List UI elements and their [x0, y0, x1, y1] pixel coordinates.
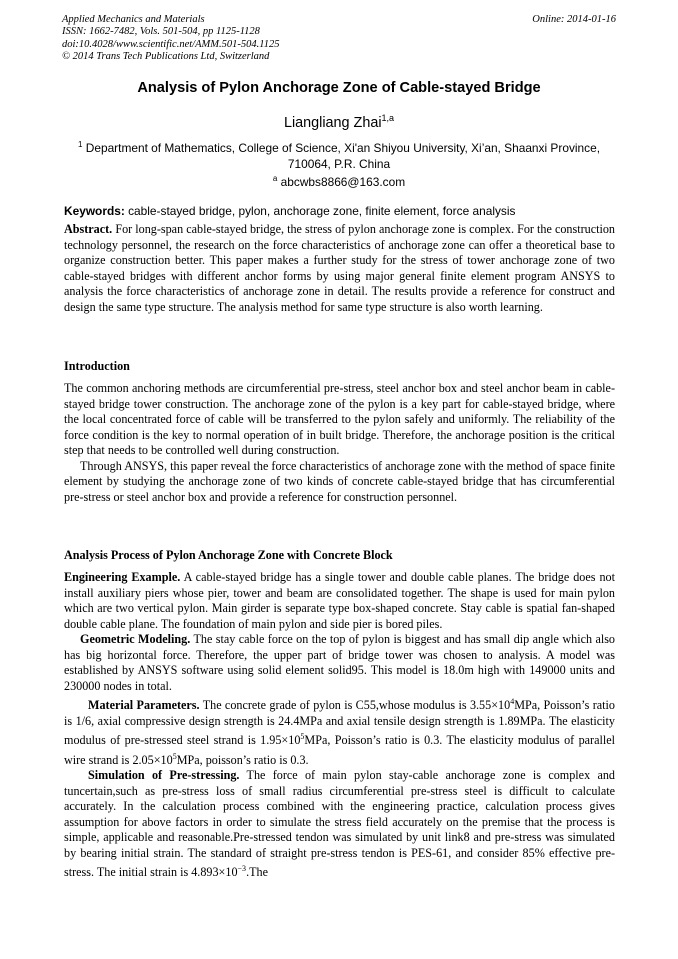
analysis-body — [64, 570, 615, 881]
material-text-3: MPa, Poisson’s ratio is 0.3. The elasticity modulus of parallel wire strand is 2.05×10 — [64, 733, 615, 767]
keywords-text: cable-stayed bridge, pylon, anchorage zone, finite element, force analysis — [128, 204, 516, 218]
abstract-label: Abstract. — [64, 222, 113, 236]
affiliation — [62, 137, 616, 172]
keywords-label: Keywords: — [64, 204, 125, 218]
email-address: abcwbs8866@163.com — [280, 174, 406, 189]
geometric-label: Geometric Modeling. — [80, 632, 191, 646]
copyright-line: © 2014 Trans Tech Publications Ltd, Switzerland — [62, 50, 270, 62]
introduction-paragraph-1: The common anchoring methods are circumferential pre-stress, steel anchor box and steel anchor beam in cable-stayed bridge tower construction. The anchorage zone of the pylon is a key part for cable-stayed bridge, where the local concentrated force of cable will be transferred to the pylon safely and uniformly. The reliability of the force condition is the key to normal operation of in built bridge. Therefore, the anchorage position is the critical step that needs to be controlled well during construction. — [64, 381, 615, 457]
introduction-paragraph-2: Through ANSYS, this paper reveal the force characteristics of anchorage zone with the method of space finite element by studying the anchorage zone of two kinds of concrete cable-stayed bridge that has circumferential pre-stress or steel anchor box and provide a reference for construction personnel. — [64, 458, 615, 504]
journal-info — [62, 14, 279, 63]
email-line — [62, 174, 616, 189]
material-paragraph — [64, 694, 615, 768]
author-sup: 1,a — [381, 113, 395, 123]
doi-line: doi:10.4028/www.scientific.net/AMM.501-504.1125 — [62, 38, 280, 50]
material-exp-1: 4 — [510, 697, 515, 706]
engineering-label: Engineering Example. — [64, 570, 181, 584]
simulation-label: Simulation of Pre-stressing. — [88, 768, 240, 783]
paper-title: Analysis of Pylon Anchorage Zone of Cable-stayed Bridge — [137, 80, 541, 96]
keywords — [64, 204, 616, 218]
material-label: Material Parameters. — [88, 698, 200, 713]
affiliation-text: Department of Mathematics, College of Science, Xi'an Shiyou University, Xi’an, Shaanxi Province, 710064, P.R. China — [85, 140, 601, 171]
affiliation-sup: 1 — [77, 140, 83, 149]
author-line — [62, 113, 616, 131]
introduction-heading: Introduction — [64, 359, 130, 373]
introduction-body — [64, 381, 615, 505]
simulation-text-1: The force of main pylon stay-cable anchorage zone is complex and tuncertain,such as pre-stress loss of small radius circumferential pre-stress steel is difficult to calculate accurately. In the calculation process combined with the engineering practice, calculation process gives assumption for above factors in order to simulate the stress field accurately on the premise that the process is simple, applicable and reasonable.Pre-stressed tendon was simulated by unit link8 and pre-stress was simulated by bearing initial strain. The standard of straight pre-stress tendon is PES-61, and consider 85% effective pre-stress. The initial strain is 4.893×10 — [64, 768, 615, 880]
issn-line: ISSN: 1662-7482, Vols. 501-504, pp 1125-1128 — [62, 26, 260, 38]
simulation-paragraph — [64, 768, 615, 881]
abstract-text: For long-span cable-stayed bridge, the stress of pylon anchorage zone is complex. For the construction technology personnel, the research on the force characteristics of anchorage zone can offer a theoretical base to organize construction better. This paper makes a further study for the stress of tower anchorage zone of two cable-stayed bridges with different anchor forms by using major general finite element program ANSYS to analysis the force characteristics of anchorage zone in detail. The results provide a reference for construct and design the same type structure. The analysis method for same type structure is also worth learning. — [64, 222, 615, 314]
material-text-1: The concrete grade of pylon is C55,whose modulus is 3.55×10 — [202, 698, 511, 713]
abstract — [64, 222, 615, 315]
simulation-text-2: .The — [246, 865, 268, 880]
material-text-4: MPa, poisson’s ratio is 0.3. — [176, 752, 309, 767]
email-sup: a — [272, 174, 278, 183]
author-name: Liangliang Zhai — [283, 114, 382, 131]
material-exp-3: 5 — [172, 751, 177, 761]
material-exp-2: 5 — [300, 732, 305, 742]
online-date: Online: 2014-01-16 — [532, 14, 616, 25]
engineering-paragraph — [64, 570, 615, 632]
geometric-paragraph — [64, 632, 615, 694]
engineering-text: A cable-stayed bridge has a single tower and double cable planes. The bridge does not install auxiliary piers whose pier, tower and beam are consolidated together. The shape is used for main pylon which are two vertical pylon. Main girder is separate type box-shaped concrete. Stay cable is spatial fan-shaped double cable plane. The foundation of main pylon and side pier is bored piles. — [64, 570, 615, 631]
analysis-heading: Analysis Process of Pylon Anchorage Zone with Concrete Block — [64, 548, 393, 562]
journal-name: Applied Mechanics and Materials — [62, 14, 205, 25]
simulation-exp-1: −3 — [237, 864, 247, 874]
geometric-text: The stay cable force on the top of pylon is biggest and has small dip angle which also has big horizontal force. Therefore, the upper part of bridge tower was chosen to analysis. A model was established by ANSYS software using solid element solid95. This model is 18.0m high with 149000 units and 230000 nodes in total. — [64, 632, 615, 693]
material-text-2: MPa, Poisson’s ratio is 1/6, axial compressive design strength is 24.4MPa and axial tensile design strength is 1.89MPa. The elasticity modulus of pre-stressed steel strand is 1.95×10 — [64, 698, 616, 748]
